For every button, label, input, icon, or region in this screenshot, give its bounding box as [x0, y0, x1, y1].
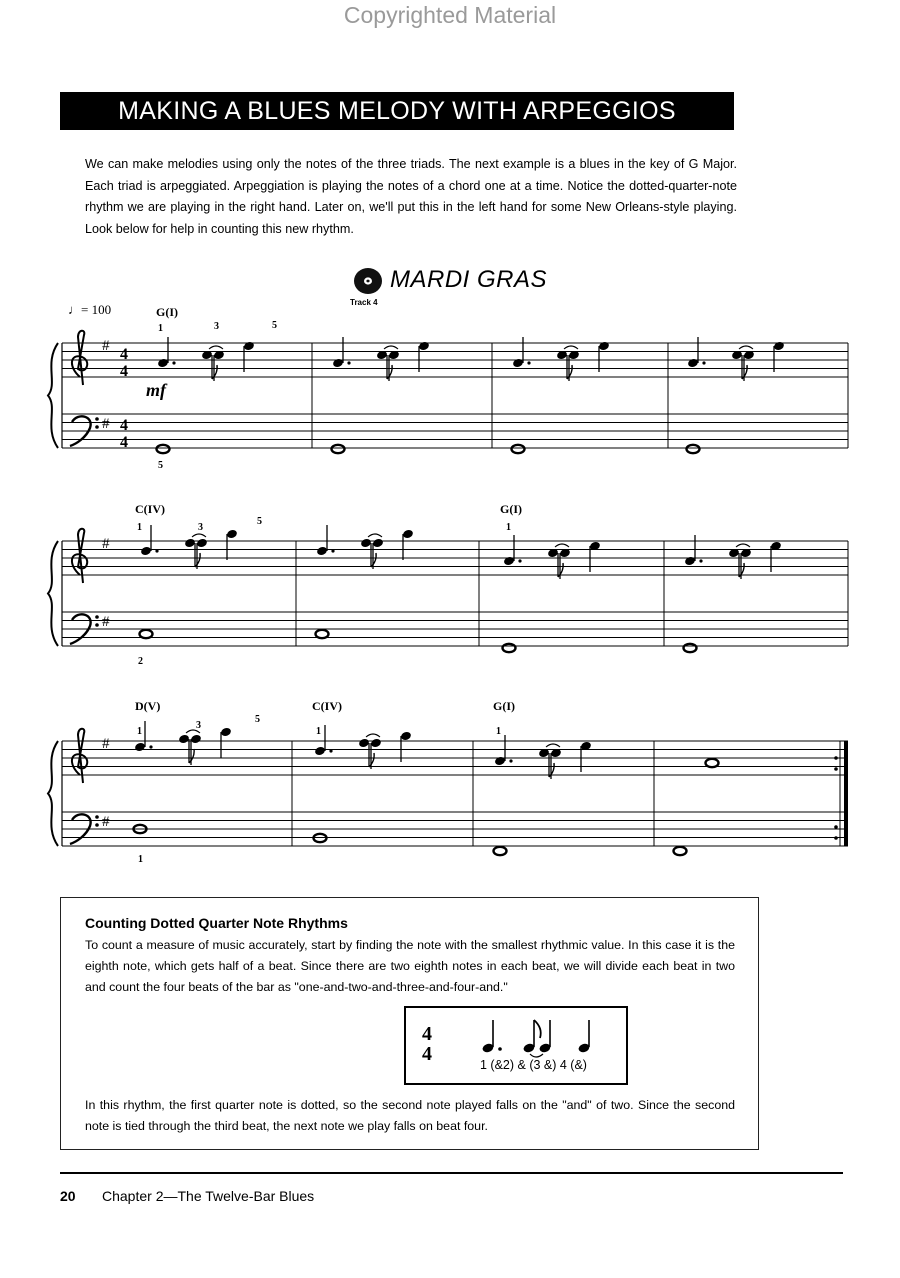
- tie: [192, 534, 206, 537]
- tie: [368, 534, 382, 537]
- dotted-quarter-note: [512, 358, 524, 369]
- brace: [48, 741, 58, 846]
- brace: [48, 343, 58, 448]
- bass-clef-dot: [95, 823, 99, 827]
- time-signature-digit: 4: [120, 363, 128, 380]
- quarter-note: [196, 538, 208, 549]
- whole-note: [316, 630, 329, 638]
- rhythm-dot: [331, 549, 334, 552]
- dotted-quarter-note: [134, 742, 146, 753]
- dotted-quarter-note: [316, 546, 328, 557]
- quarter-note: [190, 734, 202, 745]
- right-hand-measure: [684, 535, 782, 579]
- whole-note: [314, 834, 327, 842]
- time-signature-digit: 4: [120, 434, 128, 451]
- repeat-dot: [834, 756, 838, 760]
- repeat-dot: [834, 767, 838, 771]
- callout-paragraph-1: To count a measure of music accurately, start by finding the note with the smallest rhythmic value. In this case it is the eighth note, which gets half of a beat. Since there are two eighth notes in each beat, we will divide each beat in two and count the four beats of the bar as "one-and-two-and-three-and-four-and.": [85, 938, 735, 994]
- chord-symbol: D(V): [135, 699, 161, 713]
- quarter-note: [243, 341, 255, 352]
- right-hand-measure: [512, 337, 610, 381]
- right-hand-measure: [503, 535, 601, 579]
- time-signature-digit: 4: [120, 417, 128, 434]
- eighth-note: [184, 538, 196, 549]
- dotted-quarter-note: [332, 358, 344, 369]
- tie: [564, 346, 578, 349]
- rhythm-dot: [527, 361, 530, 364]
- grand-staff-system: [48, 529, 848, 646]
- fingering: 1: [158, 323, 163, 334]
- rhythm-dot: [518, 559, 521, 562]
- whole-note: [706, 759, 719, 767]
- fingering: 1: [138, 854, 143, 865]
- whole-note: [140, 630, 153, 638]
- quarter-note: [598, 341, 610, 352]
- track-label: Track 4: [350, 298, 378, 307]
- bass-clef-dot: [95, 615, 99, 619]
- tie: [736, 544, 750, 547]
- tie: [739, 346, 753, 349]
- rhythm-dot: [329, 749, 332, 752]
- fingering: 1: [137, 726, 142, 737]
- quarter-note: [220, 727, 232, 738]
- whole-note: [684, 644, 697, 652]
- eighth-note: [178, 734, 190, 745]
- dotted-quarter-note: [684, 556, 696, 567]
- bass-clef-dot: [95, 425, 99, 429]
- intro-paragraph: We can make melodies using only the notes of the three triads. The next example is a blues in the key of G Major. Each triad is arpeggiated. Arpeggiation is playing the notes of a chord one at a time. Notice the dotted-quarter-note rhythm we are playing in the right hand. Later on, we'll put this in the left hand for some New Orleans-style playing. Look below for help in counting this new rhythm.: [85, 157, 737, 236]
- fingering: 5: [158, 460, 163, 471]
- whole-note: [494, 847, 507, 855]
- key-signature-sharp: #: [102, 338, 110, 354]
- chord-symbol: G(I): [156, 305, 178, 319]
- quarter-note: [577, 1020, 590, 1054]
- dotted-quarter-note: [314, 746, 326, 757]
- bass-clef-dot: [95, 623, 99, 627]
- right-hand-measure: [494, 735, 592, 779]
- right-hand-measure: [316, 525, 414, 569]
- fingering: 3: [198, 522, 203, 533]
- fingering: 1: [496, 726, 501, 737]
- callout-paragraph-2: In this rhythm, the first quarter note is dotted, so the second note played falls on the "and" of two. Since the second note is tied through the third beat, the next note we play falls on beat four.: [85, 1098, 735, 1133]
- dotted-quarter-note: [503, 556, 515, 567]
- tie: [555, 544, 569, 547]
- right-hand-measure: [332, 337, 430, 381]
- fingering: 1: [316, 726, 321, 737]
- time-signature-digit: 4: [120, 346, 128, 363]
- repeat-dot: [834, 836, 838, 840]
- quarter-note: [773, 341, 785, 352]
- key-signature-sharp: #: [102, 416, 110, 432]
- key-signature-sharp: #: [102, 536, 110, 552]
- rhythm-dot: [347, 361, 350, 364]
- fingering: 2: [138, 656, 143, 667]
- chord-symbol: G(I): [500, 502, 522, 516]
- footer-divider: [60, 1172, 843, 1174]
- chord-symbol: C(IV): [135, 502, 165, 516]
- bass-clef-dot: [95, 417, 99, 421]
- tempo-marking: ♩= 100: [68, 302, 112, 317]
- quarter-note: [402, 529, 414, 540]
- fingering: 1: [506, 522, 511, 533]
- chord-symbol: G(I): [493, 699, 515, 713]
- fingering: 5: [272, 320, 277, 331]
- whole-note: [512, 445, 525, 453]
- repeat-dot: [834, 825, 838, 829]
- tie: [530, 1054, 543, 1057]
- dotted-quarter-note: [140, 546, 152, 557]
- chapter-title: Chapter 2—The Twelve-Bar Blues: [102, 1188, 315, 1204]
- fingering: 1: [137, 522, 142, 533]
- brace: [48, 541, 58, 646]
- dotted-quarter-note: [157, 358, 169, 369]
- chord-symbol: C(IV): [312, 699, 342, 713]
- bass-clef-dot: [95, 815, 99, 819]
- sheet-music-score: [0, 300, 900, 880]
- whole-note: [674, 847, 687, 855]
- eighth-note: [360, 538, 372, 549]
- tie: [209, 346, 223, 349]
- fingering: 5: [255, 714, 260, 725]
- eighth-note: [522, 1020, 540, 1054]
- time-signature-top: 4: [422, 1023, 432, 1045]
- rhythm-dot: [509, 759, 512, 762]
- eighth-note: [358, 738, 370, 749]
- whole-note: [687, 445, 700, 453]
- fingering: 3: [196, 720, 201, 731]
- key-signature-sharp: #: [102, 614, 110, 630]
- right-hand-measure: [314, 725, 412, 769]
- copyright-watermark: Copyrighted Material: [343, 2, 557, 28]
- rhythm-example-notation: [404, 1006, 628, 1085]
- callout-heading: Counting Dotted Quarter Note Rhythms: [85, 915, 348, 931]
- whole-note: [157, 445, 170, 453]
- rhythm-dot: [702, 361, 705, 364]
- time-signature-bottom: 4: [422, 1043, 432, 1065]
- right-hand-measure: [157, 337, 255, 381]
- right-hand-measure: [687, 337, 785, 381]
- dotted-quarter-note: [481, 1020, 501, 1054]
- dotted-quarter-note: [687, 358, 699, 369]
- page-number: 20: [60, 1188, 76, 1204]
- dynamic-marking: mf: [146, 380, 166, 400]
- whole-note: [332, 445, 345, 453]
- fingering: 3: [214, 321, 219, 332]
- tie: [366, 734, 380, 737]
- quarter-note: [226, 529, 238, 540]
- key-signature-sharp: #: [102, 814, 110, 830]
- fingering: 5: [257, 516, 262, 527]
- rhythm-dot: [699, 559, 702, 562]
- key-signature-sharp: #: [102, 736, 110, 752]
- rhythm-dot: [155, 549, 158, 552]
- grand-staff-system: [48, 729, 848, 846]
- piece-title: MARDI GRAS: [390, 266, 548, 293]
- quarter-note: [418, 341, 430, 352]
- rhythm-dot: [172, 361, 175, 364]
- right-hand-measure: [140, 525, 238, 569]
- rhythm-count-text: 1 (&2) & (3 &) 4 (&): [480, 1058, 587, 1072]
- whole-note: [503, 644, 516, 652]
- tie: [384, 346, 398, 349]
- cd-audio-icon: [352, 266, 384, 296]
- tie: [546, 744, 560, 747]
- quarter-note: [400, 731, 412, 742]
- dotted-quarter-note: [494, 756, 506, 767]
- rhythm-dot: [149, 745, 152, 748]
- section-title: MAKING A BLUES MELODY WITH ARPEGGIOS: [118, 97, 676, 125]
- quarter-note: [370, 738, 382, 749]
- quarter-note: [372, 538, 384, 549]
